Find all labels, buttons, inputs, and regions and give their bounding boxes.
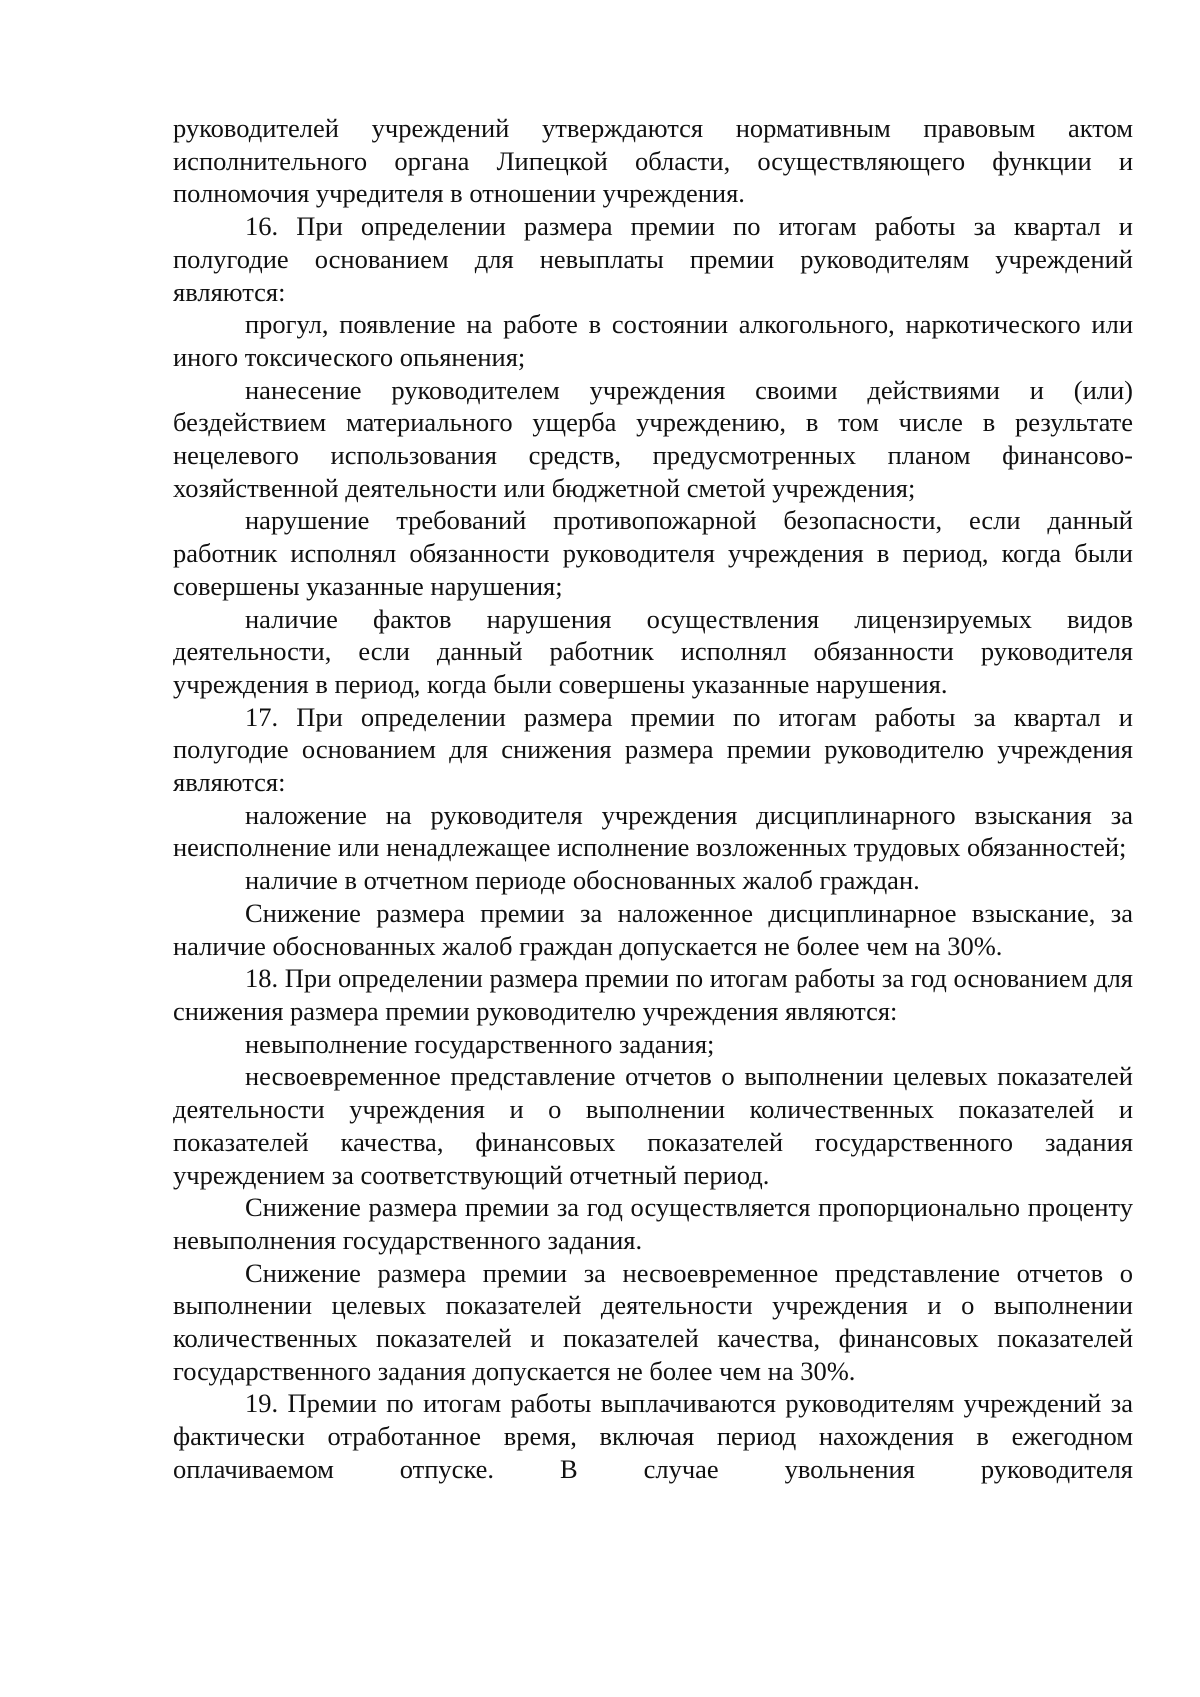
paragraph-17-item-2: наличие в отчетном периоде обоснованных жалоб граждан. (245, 865, 920, 896)
paragraph-16-item-3: нарушение требований противопожарной безопасности, если данный работник исполнял обязанности руководителя учреждения в период, когда были совершены указанные нарушения; (173, 505, 1133, 601)
paragraph-19: 19. Премии по итогам работы выплачиваются руководителям учреждений за фактически отработанное время, включая период нахождения в ежегодном оплачиваемом отпуске. В случае увольнения руководителя (173, 1388, 1133, 1484)
paragraph-18-item-2: несвоевременное представление отчетов о выполнении целевых показателей деятельности учреждения и о выполнении количественных показателей и показателей качества, финансовых показателей государственного задания учреждением за соответствующий отчетный период. (173, 1061, 1133, 1190)
paragraph-16-item-2: нанесение руководителем учреждения своими действиями и (или) бездействием материального ущерба учреждению, в том числе в результате нецелевого использования средств, предусмотренных планом финансово-хозяйственной деятельности или бюджетной сметой учреждения; (173, 374, 1133, 503)
paragraph-18-note-2: Снижение размера премии за несвоевременное представление отчетов о выполнении целевых показателей деятельности учреждения и о выполнении количественных показателей и показателей качества, финансовых показателей государственного задания допускается не более чем на 30%. (173, 1257, 1133, 1386)
paragraph-17: 17. При определении размера премии по итогам работы за квартал и полугодие основанием для снижения размера премии руководителю учреждения являются: (173, 701, 1133, 798)
paragraph-16: 16. При определении размера премии по итогам работы за квартал и полугодие основанием для невыплаты премии руководителям учреждений являются: (173, 211, 1133, 307)
document-text-body (173, 112, 1133, 1486)
paragraph-16-item-4: наличие фактов нарушения осуществления лицензируемых видов деятельности, если данный работник исполнял обязанности руководителя учреждения в период, когда были совершены указанные нарушения. (173, 603, 1133, 699)
paragraph-18-note-1: Снижение размера премии за год осуществляется пропорционально проценту невыполнения государственного задания. (173, 1192, 1133, 1255)
paragraph-continuation: руководителей учреждений утверждаются нормативным правовым актом исполнительного органа Липецкой области, осуществляющего функции и полномочия учредителя в отношении учреждения. (173, 113, 1133, 209)
paragraph-18-item-1: невыполнение государственного задания; (245, 1028, 715, 1059)
paragraph-17-note: Снижение размера премии за наложенное дисциплинарное взыскание, за наличие обоснованных жалоб граждан допускается не более чем на 30%. (173, 897, 1133, 961)
paragraph-16-item-1: прогул, появление на работе в состоянии алкогольного, наркотического или иного токсического опьянения; (173, 309, 1133, 372)
paragraph-17-item-1: наложение на руководителя учреждения дисциплинарного взыскания за неисполнение или ненадлежащее исполнение возложенных трудовых обязанностей; (173, 799, 1133, 863)
paragraph-18: 18. При определении размера премии по итогам работы за год основанием для снижения размера премии руководителю учреждения являются: (173, 963, 1133, 1026)
